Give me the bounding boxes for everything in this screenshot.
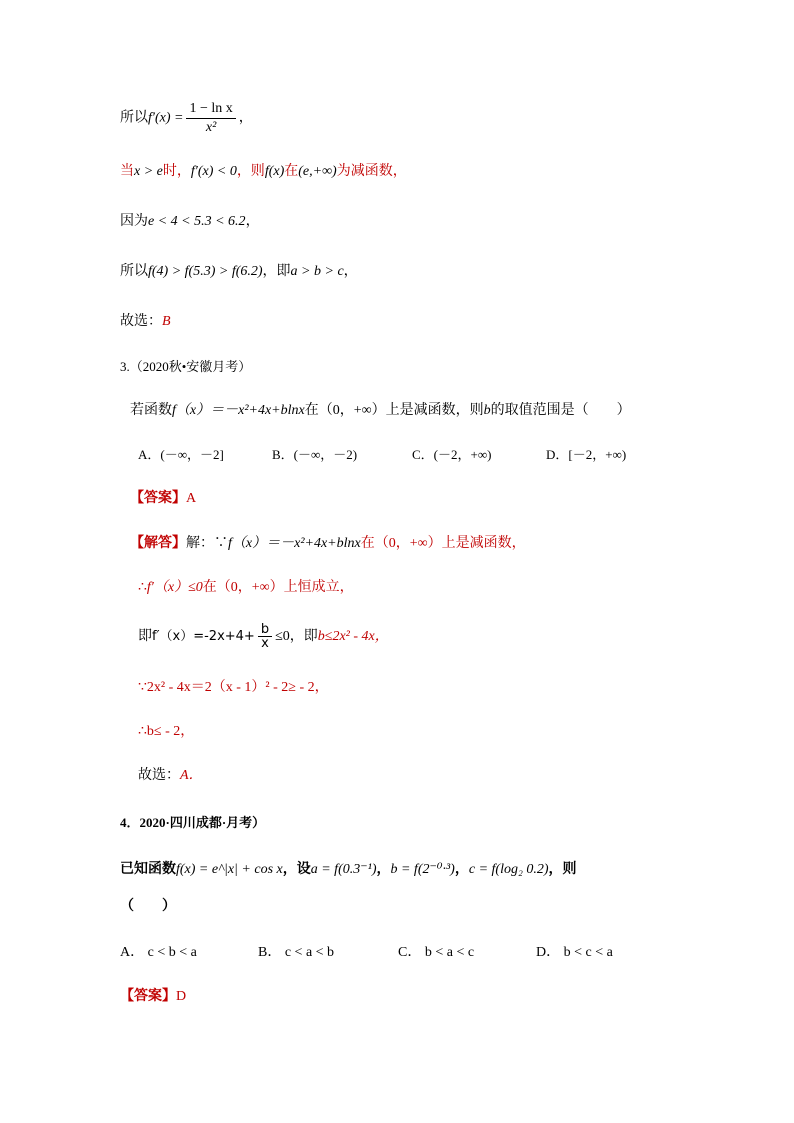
math-expr: f′（x）≤0 xyxy=(146,580,203,595)
question-4-header xyxy=(120,813,265,833)
math-expr: (e,+∞) xyxy=(298,164,337,179)
text: ≤0，即 xyxy=(275,629,318,644)
text: 所以 xyxy=(120,110,148,126)
question-3-header xyxy=(120,357,251,377)
line-choose xyxy=(120,312,171,332)
math-expr: ∵2x² - 4x＝2（x - 1）² - 2≥ - 2， xyxy=(138,680,329,695)
text: 即 xyxy=(138,629,152,644)
question-3-solution-5 xyxy=(138,722,194,742)
line-because xyxy=(120,212,260,232)
option-b: B． c < a < b xyxy=(258,945,335,960)
text: 若函数 xyxy=(130,403,172,418)
text: 所以 xyxy=(120,264,148,279)
math-expr: f′(x) = xyxy=(148,110,184,126)
text: ，设 xyxy=(282,862,311,877)
math-expr: ∴b≤ - 2， xyxy=(138,724,195,739)
option-d: D． b < c < a xyxy=(536,945,613,960)
math-expr: f（x）＝－x²+4x+blnx xyxy=(172,403,305,418)
line-derivative xyxy=(120,100,253,137)
fraction-numerator: 1 − ln x xyxy=(186,100,235,119)
fraction-numerator: b xyxy=(258,623,272,637)
math-expr: b = f(2⁻⁰·³) xyxy=(390,862,455,877)
answer-value: A xyxy=(186,491,197,506)
text: 在（0，+∞）上是减函数，则 xyxy=(304,403,484,418)
text: ， xyxy=(343,264,358,279)
answer-value: A． xyxy=(180,768,203,783)
text: 因为 xyxy=(120,214,148,229)
math-expr: x > e xyxy=(134,164,163,179)
option-d: D．[－2，+∞) xyxy=(546,447,627,462)
text: 解：∵ xyxy=(186,536,228,551)
math-expr: a = f(0.3⁻¹) xyxy=(310,862,377,877)
text: 已知函数 xyxy=(120,862,176,877)
question-4-answer xyxy=(120,987,186,1007)
math-expr: f(x) xyxy=(264,164,285,179)
text: 在 xyxy=(284,164,299,179)
question-3-solution-2 xyxy=(138,578,354,598)
text: ， xyxy=(245,214,260,229)
math-expr: b≤2x² - 4x， xyxy=(317,629,389,644)
question-header: 3.（2020秋•安徽月考） xyxy=(120,359,252,374)
text: 故选： xyxy=(120,314,162,329)
question-3-solution-4 xyxy=(138,678,329,698)
fraction xyxy=(186,100,235,137)
question-header: 4．2020·四川成都·月考） xyxy=(120,815,266,830)
fraction-denominator: x² xyxy=(205,120,217,135)
answer-value: B xyxy=(162,314,171,329)
text: 的取值范围是（ ） xyxy=(490,403,631,418)
text: 时， xyxy=(162,164,191,179)
math-expr: f′（x）=-2x+4+ xyxy=(152,629,255,644)
question-3-solution-3 xyxy=(138,622,389,652)
text: ，则 xyxy=(236,164,265,179)
math-expr: f（x）＝－x²+4x+blnx xyxy=(228,536,361,551)
solution-label: 【解答】 xyxy=(130,536,186,551)
answer-value: D xyxy=(176,989,187,1004)
answer-label: 【答案】 xyxy=(130,491,186,506)
option-a: A． c < b < a xyxy=(120,945,197,960)
text: 在（0，+∞）上恒成立， xyxy=(202,580,354,595)
answer-blank: （ ） xyxy=(120,899,176,914)
line-decreasing xyxy=(120,162,407,182)
text: ，则 xyxy=(548,862,577,877)
option-b: B．(－∞，－2) xyxy=(272,447,358,462)
answer-label: 【答案】 xyxy=(120,989,176,1004)
line-therefore xyxy=(120,262,358,282)
math-expr: f(4) > f(5.3) > f(6.2) xyxy=(148,264,263,279)
text: 故选： xyxy=(138,768,180,783)
math-expr: f(x) = e^|x| + cos x xyxy=(176,862,283,877)
math-expr: e < 4 < 5.3 < 6.2 xyxy=(148,214,246,229)
question-4-paren xyxy=(120,897,176,917)
question-3-solution-6 xyxy=(138,766,203,786)
fraction-denominator: x xyxy=(261,636,269,652)
fraction xyxy=(258,623,272,650)
option-a: A．(－∞，－2] xyxy=(138,447,224,462)
question-3-solution-1 xyxy=(130,534,526,554)
text: ∴ xyxy=(138,580,147,595)
text: 为减函数， xyxy=(336,164,407,179)
math-expr: f′(x) < 0 xyxy=(190,164,237,179)
option-c: C．(－2，+∞) xyxy=(412,447,492,462)
math-expr: b xyxy=(483,403,491,418)
text: 在（0，+∞）上是减函数， xyxy=(360,536,526,551)
text: ，即 xyxy=(262,264,291,279)
math-expr: a > b > c xyxy=(290,264,344,279)
question-3-stem xyxy=(130,401,631,421)
text: 当 xyxy=(120,164,134,179)
text: ， xyxy=(238,110,253,126)
option-c: C． b < a < c xyxy=(398,945,475,960)
question-4-stem: 已知函数f(x) = e^|x| + cos x，设a = f(0.3⁻¹)，b = f(2⁻⁰·³)，c = f(log₂ 0.2)，则 xyxy=(120,862,577,877)
math-expr: c = f(log₂ 0.2) xyxy=(468,862,549,877)
question-3-answer xyxy=(130,489,196,509)
